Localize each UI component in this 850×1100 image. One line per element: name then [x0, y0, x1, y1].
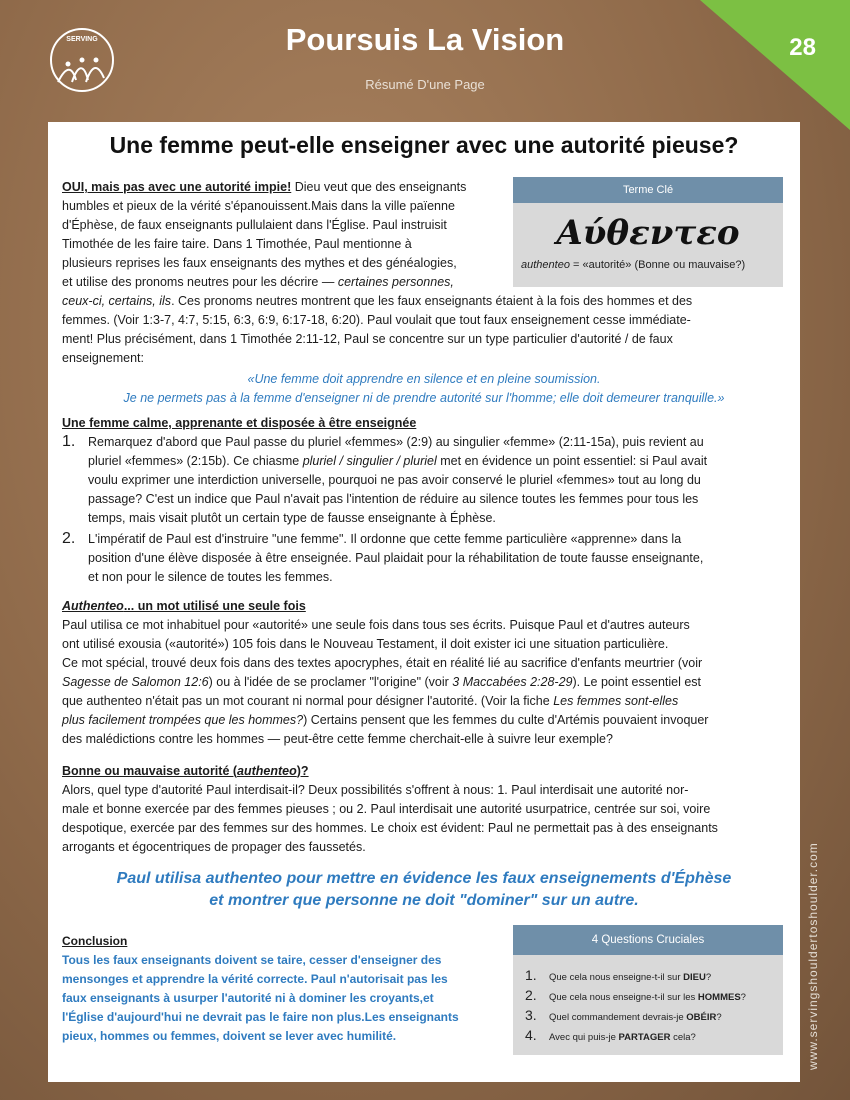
section-heading: Une femme calme, apprenante et disposée à être enseignée [62, 416, 417, 430]
intro-lead: OUI, mais pas avec une autorité impie! [62, 180, 292, 194]
section-authenteo: Authenteo... un mot utilisé une seule fois Paul utilisa ce mot inhabituel pour «autorité» une seule fois dans tous ses écrits. Puisque Paul et d'autres auteurs ont utilisé exousia («autorité») 105 fois dans le Nouveau Testament, il doit exister ici une situation particulière. Ce mot spécial, trouvé deux fois dans des textes apocryphes, était en réalité lié au sacrifice d'enfants meurtrier (voir Sagesse de Salomon 12:6) ou à l'idée de se proclamer "l'origine" (voir 3 Maccabées 2:28-29). Le point essentiel est que authenteo n'était pas un mot courant ni normal pour désigner l'autorité. (Voir la fiche Les femmes sont-elles plus facilement trompées que les hommes?) Certains pensent que les femmes du culte d'Artémis pouvaient invoquer des malédictions contre les hommes — peut-être cette femme cherchait-elle à suivre leur exemple? [62, 597, 797, 749]
section-good-bad-authority: Bonne ou mauvaise autorité (authenteo)? Alors, quel type d'autorité Paul interdisait-il? Deux possibilités s'offrent à nous: 1. Paul interdisait une autorité nor- male et bonne exercée par des femmes pieuses ; ou 2. Paul interdisait une autorité usurpatrice, centrée sur soi, voire despotique, exercée par des femmes sur des hommes. Le choix est évident: Paul ne permettait pas à des enseignants arrogants et égocentriques de propager des faussetés. [62, 762, 797, 857]
list-item: 3. Quel commandement devrais-je OBÉIR? [525, 1007, 722, 1023]
key-term-greek: Αύθεντεο [556, 213, 740, 253]
main-question: Une femme peut-elle enseigner avec une autorité pieuse? [109, 132, 739, 158]
key-term-definition: authenteo = «autorité» (Bonne ou mauvaise?) [521, 259, 746, 271]
page-title: Poursuis La Vision [285, 22, 565, 57]
corner-tab [700, 0, 850, 130]
page-subtitle: Résumé D'une Page [365, 77, 485, 92]
list-item: 4. Avec qui puis-je PARTAGER cela? [525, 1027, 696, 1043]
website-url: www.servingshouldertoshoulder.com [806, 842, 820, 1070]
conclusion: Conclusion Tous les faux enseignants doivent se taire, cesser d'enseigner des mensonges et apprendre la vérité correcte. Paul n'autorisait pas les faux enseignants à usurper l'autorité ni à dominer les croyants,et l'Église d'aujourd'hui ne devrait pas le faire non plus.Les enseignants pieux, hommes ou femmes, doivent se lever avec humilité. [62, 932, 507, 1046]
intro-paragraph-top: OUI, mais pas avec une autorité impie! Dieu veut que des enseignants humbles et pieux de la vérité s'épanouissent.Mais dans la ville païenne d'Éphèse, de faux enseignants pullulaient dans l'Église. Paul instruisit Timothée de les faire taire. Dans 1 Timothée, Paul mentionne à plusieurs reprises les faux enseignants des mythes et des généalogies, et utilise des pronoms neutres pour les décrire — certaines personnes, [62, 180, 467, 289]
scripture-quote: «Une femme doit apprendre en silence et en pleine soumission. Je ne permets pas à la femme d'enseigner ni de prendre autorité sur l'homme; elle doit demeurer tranquille.» [123, 372, 725, 405]
section-heading: Authenteo... un mot utilisé une seule fois [62, 599, 306, 613]
key-term-heading: Terme Clé [513, 177, 783, 203]
key-term-box [513, 177, 783, 287]
questions-box [513, 925, 783, 1055]
list-item: 1. Que cela nous enseigne-t-il sur DIEU? [525, 967, 712, 983]
intro-paragraph-bottom: ceux-ci, certains, ils. Ces pronoms neutres montrent que les faux enseignants étaient à la fois des hommes et des femmes. (Voir 1:3-7, 4:7, 5:15, 6:3, 6:9, 6:17-18, 6:20). Paul voulait que tout faux enseignement cesse immédiate- ment! Plus précisément, dans 1 Timothée 2:11-12, Paul se concentre sur un type particulier d'autorité / de faux enseignement: [62, 294, 693, 365]
conclusion-heading: Conclusion [62, 934, 128, 948]
list-item: 2. Que cela nous enseigne-t-il sur les HOMMES? [525, 987, 746, 1003]
logo-text: SERVING [66, 36, 98, 43]
content-card [48, 122, 800, 1082]
section-calm-woman [62, 414, 792, 589]
page-number: 28 [789, 34, 816, 61]
questions-heading: 4 Questions Cruciales [513, 925, 783, 955]
list-item: 1. Remarquez d'abord que Paul passe du pluriel «femmes» (2:9) au singulier «femme» (2:11-15a), puis revient au pluriel «femmes» (2:15b). Ce chiasme pluriel / singulier / pluriel met en évidence un point essentiel: si Paul avait voulu exprimer une interdiction universelle, pourquoi ne pas avoir conservé le pluriel «femmes» tout au long du passage? C'est un indice que Paul n'avait pas l'intention de réduire au silence toutes les femmes pour tous les temps, mais visait plutôt un certain type de fausse enseignante à Éphèse. [62, 433, 708, 525]
section-heading: Bonne ou mauvaise autorité (authenteo)? [62, 764, 309, 778]
list-item: 2. L'impératif de Paul est d'instruire "une femme". Il ordonne que cette femme particulière «apprenne» dans la position d'une élève disposée à être enseignée. Paul plaidait pour la réhabilitation de toute fausse enseignante, et non pour le silence de toutes les femmes. [62, 530, 704, 584]
highlight-statement: Paul utilisa authenteo pour mettre en évidence les faux enseignements d'Éphèse et montrer que personne ne doit "dominer" sur un autre. [116, 870, 732, 909]
